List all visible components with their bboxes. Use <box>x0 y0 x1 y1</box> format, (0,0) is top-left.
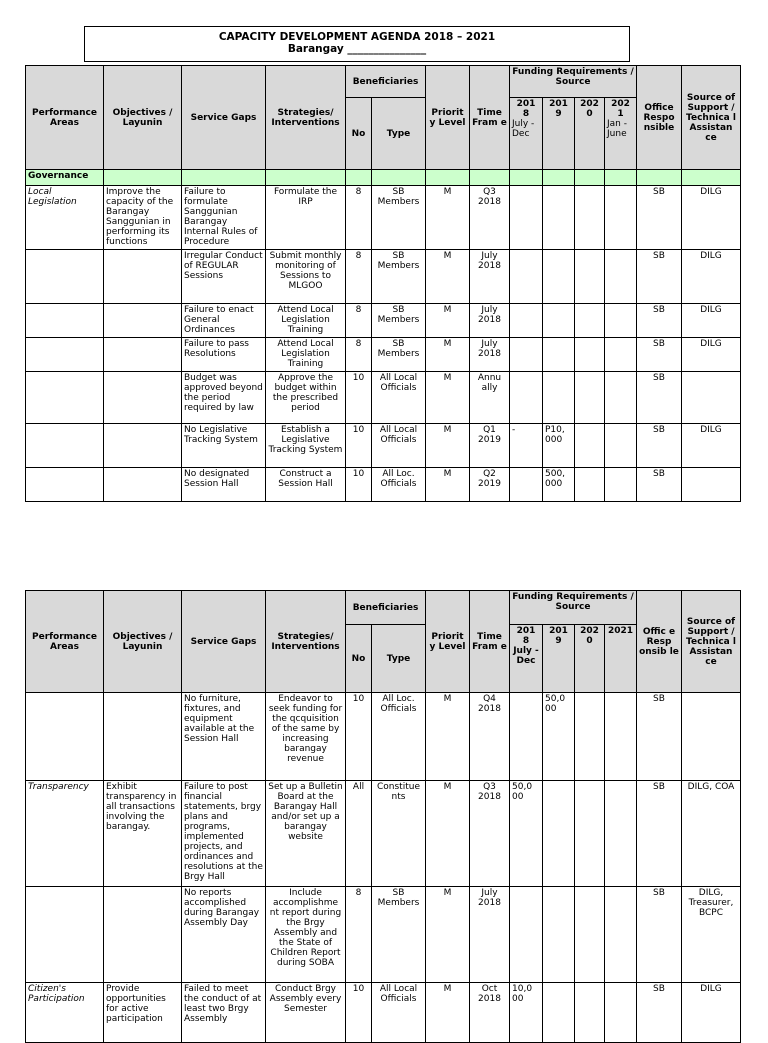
cell-service-gap: Failed to meet the conduct of at least two Brgy Assembly <box>182 983 266 1043</box>
barangay-name-line: Barangay _______________ <box>287 43 427 55</box>
cell-priority: M <box>426 372 470 424</box>
cell-service-gap: Failure to enact General Ordinances <box>182 304 266 338</box>
cell-office: SB <box>637 781 682 887</box>
header-year-2019: 201 9 <box>543 625 575 693</box>
cell-source: DILG <box>682 186 741 250</box>
cell-source: DILG, Treasurer, BCPC <box>682 887 741 983</box>
cell-beneficiary-no: 10 <box>346 983 372 1043</box>
header-office-responsible: Office Respo nsible <box>637 66 682 170</box>
cell-beneficiary-no: 8 <box>346 186 372 250</box>
cell-source: DILG <box>682 424 741 468</box>
header-beneficiary-type: Type <box>372 625 426 693</box>
cell-office: SB <box>637 250 682 304</box>
header-objectives: Objectives / Layunin <box>104 591 182 693</box>
cell-service-gap: Budget was approved beyond the period required by law <box>182 372 266 424</box>
cell-priority: M <box>426 693 470 781</box>
cell-funding-2020 <box>575 983 605 1043</box>
agenda-table-1 <box>25 65 741 502</box>
cell-service-gap: No furniture, fixtures, and equipment available at the Session Hall <box>182 693 266 781</box>
header-performance-areas: Performance Areas <box>26 591 104 693</box>
year-2018-period: July - Dec <box>512 119 535 139</box>
table-row <box>26 338 741 372</box>
header-beneficiaries: Beneficiaries <box>346 66 426 98</box>
cell-performance-area <box>26 693 104 781</box>
table-row <box>26 424 741 468</box>
cell-performance-area <box>26 372 104 424</box>
table-row <box>26 693 741 781</box>
cell-beneficiary-type: SB Members <box>372 887 426 983</box>
cell-performance-area <box>26 250 104 304</box>
cell-funding-2019 <box>543 781 575 887</box>
cell-funding-2019 <box>543 887 575 983</box>
header-performance-areas: Performance Areas <box>26 66 104 170</box>
header-year-2021: 2021 <box>605 625 637 693</box>
header-strategies: Strategies/ Interventions <box>266 66 346 170</box>
agenda-title-box <box>84 26 630 62</box>
cell-beneficiary-no: 10 <box>346 372 372 424</box>
cell-funding-2021 <box>605 186 637 250</box>
cell-time-frame: Q3 2018 <box>470 781 510 887</box>
table-row <box>26 781 741 887</box>
cell-strategy: Include accomplishme nt report during the Brgy Assembly and the State of Children Report during SOBA <box>266 887 346 983</box>
cell-performance-area <box>26 304 104 338</box>
cell-funding-2018: 10,0 00 <box>510 983 543 1043</box>
header-funding: Funding Requirements / Source <box>510 66 637 98</box>
cell-funding-2018 <box>510 372 543 424</box>
cell-funding-2021 <box>605 468 637 502</box>
cell-funding-2021 <box>605 338 637 372</box>
table-row <box>26 250 741 304</box>
year-2021-period: Jan - June <box>607 119 627 139</box>
cell-funding-2018 <box>510 250 543 304</box>
cell-funding-2021 <box>605 781 637 887</box>
agenda-table-2 <box>25 590 741 1043</box>
header-beneficiary-no: No <box>346 98 372 170</box>
cell-priority: M <box>426 186 470 250</box>
cell-source <box>682 693 741 781</box>
cell-funding-2019 <box>543 983 575 1043</box>
cell-time-frame: July 2018 <box>470 250 510 304</box>
cell-time-frame: Oct 2018 <box>470 983 510 1043</box>
cell-time-frame: July 2018 <box>470 887 510 983</box>
cell-funding-2021 <box>605 887 637 983</box>
cell-strategy: Endeavor to seek funding for the qcquisition of the same by increasing barangay revenue <box>266 693 346 781</box>
cell-source: DILG <box>682 338 741 372</box>
cell-office: SB <box>637 887 682 983</box>
cell-service-gap: Failure to formulate Sanggunian Barangay Internal Rules of Procedure <box>182 186 266 250</box>
cell-funding-2021 <box>605 304 637 338</box>
cell-beneficiary-type: Constitue nts <box>372 781 426 887</box>
cell-source <box>682 468 741 502</box>
table-row <box>26 468 741 502</box>
cell-funding-2021 <box>605 693 637 781</box>
cell-source <box>682 372 741 424</box>
cell-funding-2019 <box>543 250 575 304</box>
cell-objective <box>104 693 182 781</box>
cell-beneficiary-type: All Local Officials <box>372 424 426 468</box>
cell-funding-2019 <box>543 372 575 424</box>
cell-funding-2018 <box>510 186 543 250</box>
header-priority-level: Priorit y Level <box>426 66 470 170</box>
cell-performance-area: Local Legislation <box>26 186 104 250</box>
cell-strategy: Submit monthly monitoring of Sessions to MLGOO <box>266 250 346 304</box>
cell-priority: M <box>426 887 470 983</box>
cell-funding-2018 <box>510 887 543 983</box>
cell-funding-2021 <box>605 372 637 424</box>
cell-objective <box>104 887 182 983</box>
table-row <box>26 372 741 424</box>
cell-strategy: Formulate the IRP <box>266 186 346 250</box>
cell-performance-area <box>26 468 104 502</box>
cell-service-gap: Failure to post financial statements, brgy plans and programs, implemented projects, and ordinances and resolutions at the Brgy Hall <box>182 781 266 887</box>
year-2018-label: 201 8 <box>516 99 536 119</box>
cell-priority: M <box>426 250 470 304</box>
cell-source: DILG <box>682 304 741 338</box>
header-source-of-support: Source of Support / Technica l Assistan ce <box>682 591 741 693</box>
cell-strategy: Attend Local Legislation Training <box>266 338 346 372</box>
cell-funding-2018 <box>510 304 543 338</box>
cell-time-frame: July 2018 <box>470 304 510 338</box>
cell-beneficiary-type: SB Members <box>372 304 426 338</box>
cell-service-gap: Irregular Conduct of REGULAR Sessions <box>182 250 266 304</box>
cell-beneficiary-no: 8 <box>346 887 372 983</box>
cell-performance-area <box>26 887 104 983</box>
cell-priority: M <box>426 468 470 502</box>
cell-funding-2018: 50,0 00 <box>510 781 543 887</box>
cell-funding-2020 <box>575 887 605 983</box>
cell-funding-2019: P10, 000 <box>543 424 575 468</box>
header-service-gaps: Service Gaps <box>182 591 266 693</box>
cell-strategy: Conduct Brgy Assembly every Semester <box>266 983 346 1043</box>
cell-objective <box>104 250 182 304</box>
header-time-frame: Time Fram e <box>470 591 510 693</box>
cell-funding-2020 <box>575 338 605 372</box>
cell-source: DILG, COA <box>682 781 741 887</box>
cell-funding-2020 <box>575 468 605 502</box>
cell-office: SB <box>637 468 682 502</box>
cell-beneficiary-no: 10 <box>346 424 372 468</box>
cell-beneficiary-no: 10 <box>346 693 372 781</box>
cell-strategy: Establish a Legislative Tracking System <box>266 424 346 468</box>
cell-beneficiary-no: 8 <box>346 338 372 372</box>
cell-beneficiary-no: All <box>346 781 372 887</box>
cell-strategy: Attend Local Legislation Training <box>266 304 346 338</box>
cell-service-gap: No Legislative Tracking System <box>182 424 266 468</box>
cell-funding-2018 <box>510 693 543 781</box>
cell-objective <box>104 468 182 502</box>
cell-service-gap: No reports accomplished during Barangay Assembly Day <box>182 887 266 983</box>
cell-funding-2019: 500, 000 <box>543 468 575 502</box>
section-row-governance <box>26 170 741 186</box>
cell-objective <box>104 424 182 468</box>
cell-objective <box>104 372 182 424</box>
cell-performance-area <box>26 424 104 468</box>
cell-beneficiary-type: All Local Officials <box>372 372 426 424</box>
cell-beneficiary-type: SB Members <box>372 338 426 372</box>
header-year-2018 <box>510 625 543 693</box>
cell-funding-2019 <box>543 186 575 250</box>
cell-funding-2019: 50,0 00 <box>543 693 575 781</box>
cell-funding-2019 <box>543 338 575 372</box>
cell-office: SB <box>637 983 682 1043</box>
cell-time-frame: Q3 2018 <box>470 186 510 250</box>
cell-funding-2020 <box>575 693 605 781</box>
table-row <box>26 186 741 250</box>
cell-service-gap: No designated Session Hall <box>182 468 266 502</box>
cell-performance-area <box>26 338 104 372</box>
cell-office: SB <box>637 372 682 424</box>
cell-objective: Exhibit transparency in all transactions involving the barangay. <box>104 781 182 887</box>
cell-beneficiary-no: 8 <box>346 304 372 338</box>
cell-funding-2020 <box>575 781 605 887</box>
cell-source: DILG <box>682 983 741 1043</box>
table-row <box>26 983 741 1043</box>
cell-funding-2020 <box>575 250 605 304</box>
year-2018-period: July - Dec <box>513 646 539 666</box>
table-row <box>26 887 741 983</box>
cell-priority: M <box>426 338 470 372</box>
cell-funding-2021 <box>605 250 637 304</box>
cell-priority: M <box>426 781 470 887</box>
header-time-frame: Time Fram e <box>470 66 510 170</box>
cell-beneficiary-type: All Loc. Officials <box>372 693 426 781</box>
cell-performance-area: Transparency <box>26 781 104 887</box>
cell-funding-2020 <box>575 304 605 338</box>
cell-objective <box>104 304 182 338</box>
cell-time-frame: Q4 2018 <box>470 693 510 781</box>
year-2018-label: 201 8 <box>516 626 536 646</box>
cell-beneficiary-type: SB Members <box>372 250 426 304</box>
cell-performance-area: Citizen's Participation <box>26 983 104 1043</box>
cell-funding-2020 <box>575 372 605 424</box>
header-priority-level: Priorit y Level <box>426 591 470 693</box>
cell-office: SB <box>637 424 682 468</box>
cell-source: DILG <box>682 250 741 304</box>
header-service-gaps: Service Gaps <box>182 66 266 170</box>
cell-time-frame: Q1 2019 <box>470 424 510 468</box>
cell-office: SB <box>637 186 682 250</box>
cell-strategy: Approve the budget within the prescribed period <box>266 372 346 424</box>
cell-funding-2018 <box>510 338 543 372</box>
header-beneficiaries: Beneficiaries <box>346 591 426 625</box>
cell-strategy: Set up a Bulletin Board at the Barangay Hall and/or set up a barangay website <box>266 781 346 887</box>
cell-service-gap: Failure to pass Resolutions <box>182 338 266 372</box>
cell-time-frame: Annu ally <box>470 372 510 424</box>
header-objectives: Objectives / Layunin <box>104 66 182 170</box>
cell-time-frame: July 2018 <box>470 338 510 372</box>
cell-funding-2018 <box>510 468 543 502</box>
cell-objective: Improve the capacity of the Barangay Sanggunian in performing its functions <box>104 186 182 250</box>
cell-strategy: Construct a Session Hall <box>266 468 346 502</box>
header-year-2021 <box>605 98 637 170</box>
cell-funding-2020 <box>575 424 605 468</box>
cell-office: SB <box>637 304 682 338</box>
cell-priority: M <box>426 304 470 338</box>
cell-beneficiary-no: 8 <box>346 250 372 304</box>
cell-office: SB <box>637 338 682 372</box>
cell-funding-2020 <box>575 186 605 250</box>
cell-beneficiary-no: 10 <box>346 468 372 502</box>
header-strategies: Strategies/ Interventions <box>266 591 346 693</box>
cell-objective <box>104 338 182 372</box>
cell-beneficiary-type: SB Members <box>372 186 426 250</box>
header-year-2019: 201 9 <box>543 98 575 170</box>
cell-objective: Provide opportunities for active participation <box>104 983 182 1043</box>
header-year-2020: 202 0 <box>575 625 605 693</box>
table-row <box>26 304 741 338</box>
header-office-responsible: Offic e Resp onsib le <box>637 591 682 693</box>
cell-priority: M <box>426 983 470 1043</box>
header-year-2020: 202 0 <box>575 98 605 170</box>
cell-beneficiary-type: All Loc. Officials <box>372 468 426 502</box>
cell-priority: M <box>426 424 470 468</box>
cell-funding-2018: - <box>510 424 543 468</box>
section-label-governance: Governance <box>26 170 104 186</box>
header-funding: Funding Requirements / Source <box>510 591 637 625</box>
cell-office: SB <box>637 693 682 781</box>
cell-beneficiary-type: All Local Officials <box>372 983 426 1043</box>
agenda-title: CAPACITY DEVELOPMENT AGENDA 2018 – 2021 <box>218 31 496 43</box>
header-beneficiary-no: No <box>346 625 372 693</box>
cell-funding-2021 <box>605 983 637 1043</box>
cell-funding-2021 <box>605 424 637 468</box>
cell-funding-2019 <box>543 304 575 338</box>
header-source-of-support: Source of Support / Technica l Assistan ce <box>682 66 741 170</box>
cell-time-frame: Q2 2019 <box>470 468 510 502</box>
header-year-2018 <box>510 98 543 170</box>
header-beneficiary-type: Type <box>372 98 426 170</box>
year-2021-label: 202 1 <box>611 99 630 119</box>
